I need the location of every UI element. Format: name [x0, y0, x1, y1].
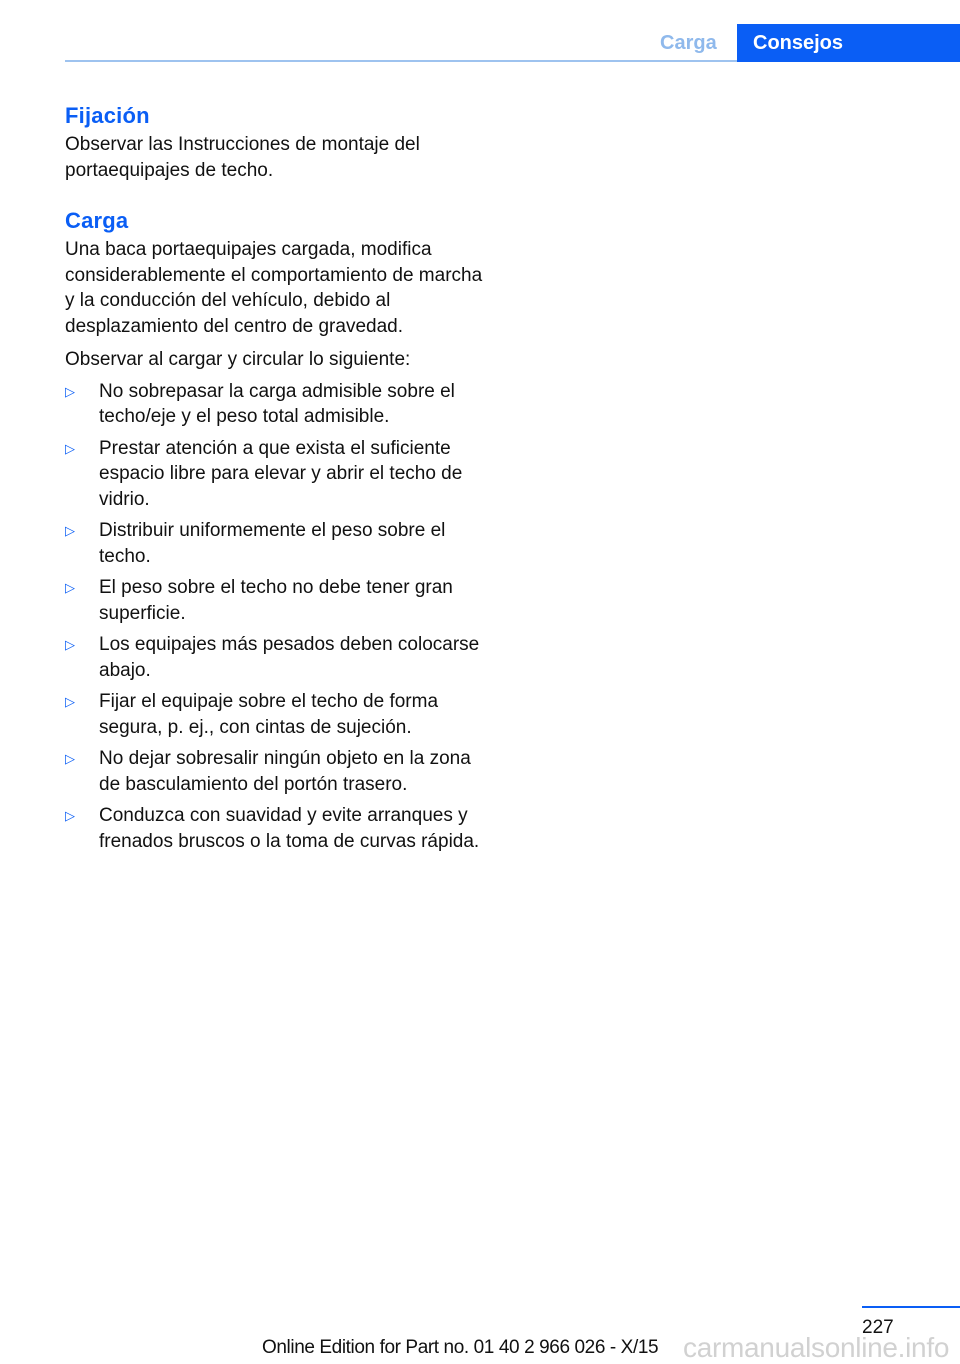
list-item — [65, 632, 485, 683]
triangle-bullet-icon: ▷ — [65, 440, 75, 456]
list-item-text: Fijar el equipaje sobre el techo de forma segura, p. ej., con cintas de sujeción. — [99, 691, 439, 738]
tab-consejos[interactable]: Consejos — [737, 24, 960, 62]
list-item — [65, 803, 485, 854]
paragraph: Una baca portaequipajes cargada, modifica considerablemente el comportamiento de marcha y la conducción del vehículo, debido al desplazamiento del centro de gravedad. — [65, 239, 483, 337]
paragraph: Observar las Instrucciones de montaje del portaequipajes de techo. — [65, 134, 420, 181]
section-carga — [65, 205, 485, 854]
section-title: Carga — [65, 208, 129, 233]
list-item-text: El peso sobre el techo no debe tener gran superficie. — [99, 577, 453, 624]
footer-rule — [862, 1306, 960, 1308]
triangle-bullet-icon: ▷ — [65, 383, 75, 399]
list-item — [65, 746, 485, 797]
section-title: Fijación — [65, 103, 150, 128]
triangle-bullet-icon: ▷ — [65, 751, 75, 766]
list-item — [65, 689, 485, 740]
triangle-bullet-icon: ▷ — [65, 580, 75, 595]
list-item — [65, 575, 485, 626]
triangle-bullet-icon: ▷ — [65, 523, 75, 538]
list-item-text: Prestar atención a que exista el suficiente espacio libre para elevar y abrir el techo de vidrio. — [99, 437, 463, 510]
tab-carga[interactable]: Carga — [660, 32, 717, 54]
list-item-text: Los equipajes más pesados deben colocarse abajo. — [99, 634, 480, 681]
bullet-list — [65, 379, 485, 855]
triangle-bullet-icon: ▷ — [65, 637, 75, 652]
list-item-text: No dejar sobresalir ningún objeto en la zona de basculamiento del portón trasero. — [99, 748, 471, 795]
triangle-bullet-icon: ▷ — [65, 808, 75, 823]
header-rule — [65, 60, 737, 62]
list-item — [65, 518, 485, 569]
triangle-bullet-icon: ▷ — [65, 694, 75, 709]
paragraph: Observar al cargar y circular lo siguiente: — [65, 349, 411, 370]
page-number: 227 — [862, 1317, 894, 1338]
list-item-text: Conduzca con suavidad y evite arranques y frenados bruscos o la toma de curvas rápida. — [99, 805, 480, 852]
page-content — [65, 100, 485, 860]
edition-text: Online Edition for Part no. 01 40 2 966 026 - X/15 — [262, 1337, 659, 1358]
list-item-text: Distribuir uniformemente el peso sobre el techo. — [99, 520, 446, 567]
list-item — [65, 436, 485, 513]
list-item-text: No sobrepasar la carga admisible sobre el techo/eje y el peso total admisible. — [99, 380, 455, 427]
list-item — [65, 379, 485, 430]
watermark: carmanualsonline.info — [683, 1332, 950, 1363]
section-fijacion — [65, 100, 485, 183]
